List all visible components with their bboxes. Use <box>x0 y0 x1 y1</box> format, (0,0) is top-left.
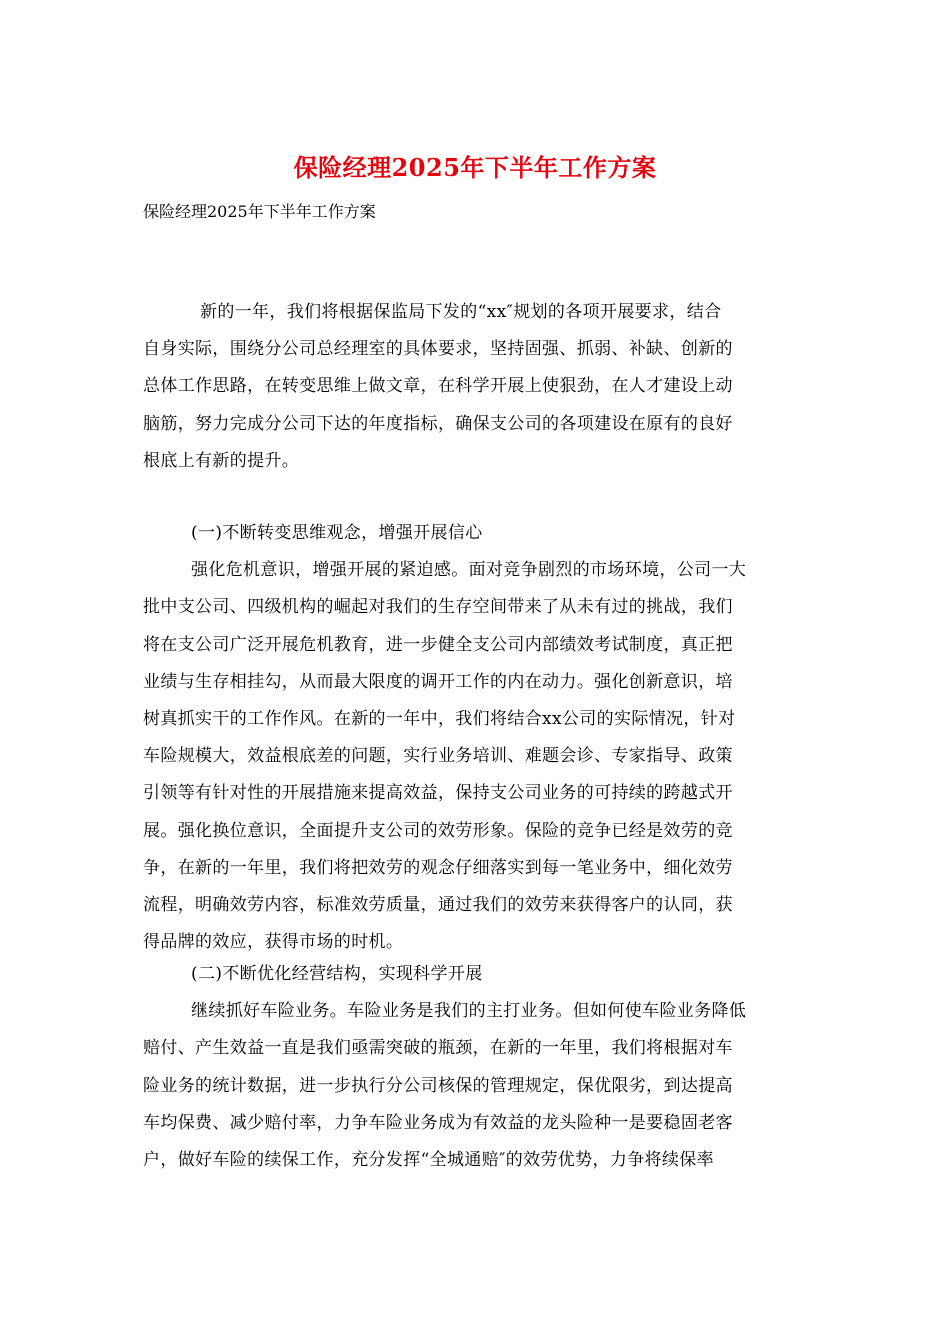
paragraph-line: 户，做好车险的续保工作，充分发挥“全城通赔″的效劳优势，力争将续保率 <box>143 1150 714 1171</box>
paragraph-line: 根底上有新的提升。 <box>143 450 300 471</box>
paragraph-line: 自身实际，围绕分公司总经理室的具体要求，坚持固强、抓弱、补缺、创新的 <box>143 339 733 360</box>
paragraph-line: 得品牌的效应，获得市场的时机。 <box>143 932 404 953</box>
paragraph-line: 车均保费、减少赔付率，力争车险业务成为有效益的龙头险种一是要稳固老客 <box>143 1112 733 1133</box>
paragraph-line: 车险规模大，效益根底差的问题，实行业务培训、难题会诊、专家指导、政策 <box>143 746 733 767</box>
paragraph-line: 将在支公司广泛开展危机教育，进一步健全支公司内部绩效考试制度，真正把 <box>143 634 733 655</box>
section-1 <box>143 515 811 961</box>
paragraph-line: 总体工作思路，在转变思维上做文章，在科学开展上使狠劲，在人才建设上动 <box>143 376 733 397</box>
paragraph-line: 强化危机意识，增强开展的紧迫感。面对竞争剧烈的市场环境，公司一大 <box>191 560 747 581</box>
paragraph-line: 脑筋，努力完成分公司下达的年度指标，确保支公司的各项建设在原有的良好 <box>143 413 733 434</box>
paragraph-line: 争，在新的一年里，我们将把效劳的观念仔细落实到每一笔业务中，细化效劳 <box>143 857 733 878</box>
paragraph-line: 引领等有针对性的开展措施来提高效益，保持支公司业务的可持续的跨越式开 <box>143 783 733 804</box>
intro-paragraph <box>143 294 811 480</box>
paragraph-line: 业绩与生存相挂勾，从而最大限度的调开工作的内在动力。强化创新意识，培 <box>143 671 733 692</box>
paragraph-line: 流程，明确效劳内容，标准效劳质量，通过我们的效劳来获得客户的认同，获 <box>143 895 733 916</box>
paragraph-line: 险业务的统计数据，进一步执行分公司核保的管理规定，保优限劣，到达提高 <box>143 1075 733 1096</box>
paragraph-line: 批中支公司、四级机构的崛起对我们的生存空间带来了从未有过的挑战，我们 <box>143 597 733 618</box>
section-heading: (一)不断转变思维观念，增强开展信心 <box>191 523 483 543</box>
section-heading: (二)不断优化经营结构，实现科学开展 <box>191 964 483 984</box>
paragraph-line: 树真抓实干的工作作风。在新的一年中，我们将结合xx公司的实际情况，针对 <box>143 709 736 730</box>
paragraph-line: 继续抓好车险业务。车险业务是我们的主打业务。但如何使车险业务降低 <box>191 1001 747 1022</box>
paragraph-line: 展。强化换位意识，全面提升支公司的效劳形象。保险的竞争已经是效劳的竞 <box>143 820 733 841</box>
document-title: 保险经理2025年下半年工作方案 <box>293 153 657 182</box>
document-subtitle: 保险经理2025年下半年工作方案 <box>143 202 376 221</box>
paragraph-line: 赔付、产生效益一直是我们亟需突破的瓶颈，在新的一年里，我们将根据对车 <box>143 1038 733 1059</box>
paragraph-line: 新的一年，我们将根据保监局下发的“xx″规划的各项开展要求，结合 <box>200 302 722 322</box>
section-2 <box>143 956 811 1179</box>
